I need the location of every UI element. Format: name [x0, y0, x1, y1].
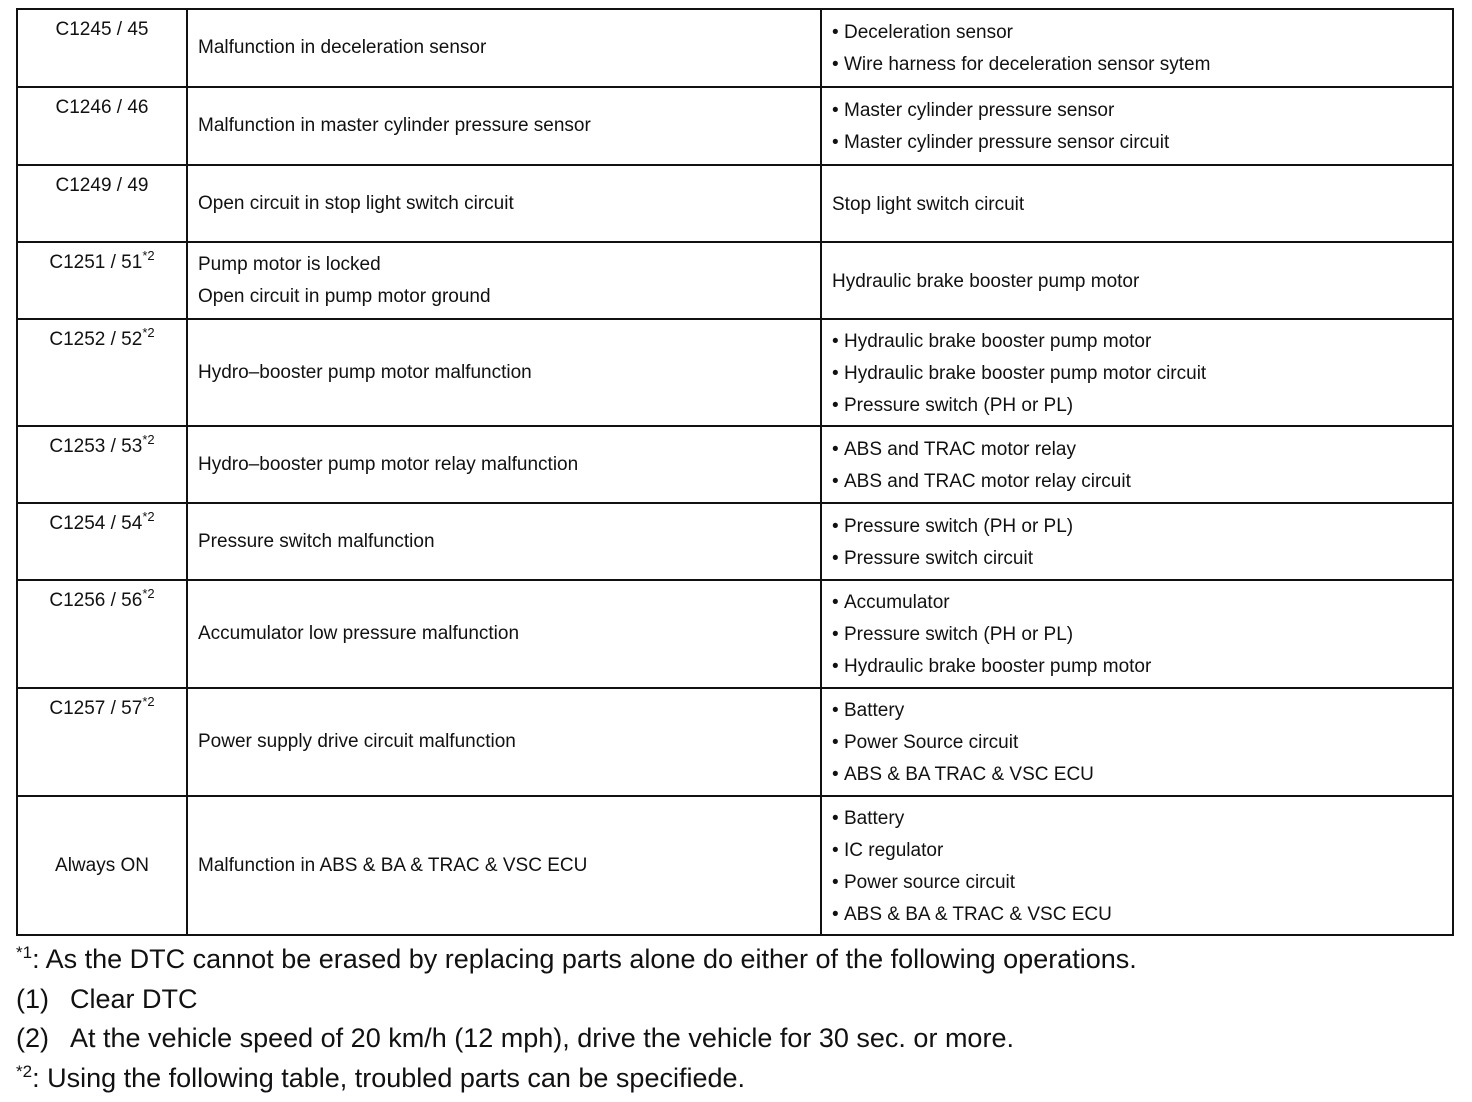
table-row	[17, 503, 1453, 580]
trouble-area-item: • Power source circuit	[832, 867, 1442, 899]
footnotes	[16, 940, 1452, 1098]
trouble-area-item: • Pressure switch (PH or PL)	[832, 390, 1442, 422]
footnote-2-marker: *2	[16, 1061, 33, 1081]
trouble-area-item: • Battery	[832, 695, 1442, 727]
table-row	[17, 796, 1453, 935]
detection-item-cell	[187, 688, 821, 796]
dtc-code-cell	[17, 165, 187, 242]
trouble-area-cell	[821, 9, 1453, 87]
dtc-code: C1249 / 49	[55, 175, 149, 196]
trouble-area-item: • Accumulator	[832, 587, 1442, 619]
table-row	[17, 9, 1453, 87]
dtc-code: C1253 / 53	[49, 436, 143, 457]
dtc-code-cell	[17, 87, 187, 165]
detection-item-cell	[187, 319, 821, 426]
detection-item-cell	[187, 580, 821, 688]
trouble-area-item: • Battery	[832, 803, 1442, 835]
table-row	[17, 242, 1453, 319]
trouble-area-item: • IC regulator	[832, 835, 1442, 867]
dtc-code: C1254 / 54	[49, 513, 143, 534]
trouble-area-item: • Deceleration sensor	[832, 17, 1442, 49]
trouble-area-item: • Master cylinder pressure sensor	[832, 95, 1442, 127]
trouble-area-cell	[821, 688, 1453, 796]
detection-item-cell	[187, 796, 821, 935]
trouble-area-cell	[821, 426, 1453, 503]
dtc-code-cell	[17, 9, 187, 87]
detection-item-cell	[187, 87, 821, 165]
dtc-code: C1256 / 56	[49, 590, 143, 611]
dtc-code-footnote-marker: *2	[142, 508, 155, 524]
footnote-step-2-text: At the vehicle speed of 20 km/h (12 mph), drive the vehicle for 30 sec. or more.	[70, 1023, 1014, 1053]
detection-item-text: Accumulator low pressure malfunction	[198, 623, 520, 644]
trouble-area-item: • Hydraulic brake booster pump motor	[832, 326, 1442, 358]
dtc-code-cell	[17, 503, 187, 580]
detection-item-cell	[187, 165, 821, 242]
dtc-code-cell	[17, 242, 187, 319]
detection-item-cell	[187, 426, 821, 503]
dtc-code: C1251 / 51	[49, 252, 143, 273]
trouble-area-item: • Power Source circuit	[832, 727, 1442, 759]
detection-item-text: Hydro–booster pump motor malfunction	[198, 361, 532, 383]
dtc-code-footnote-marker: *2	[142, 585, 155, 601]
dtc-code-cell	[17, 796, 187, 935]
footnote-1	[16, 940, 1452, 980]
dtc-code: Always ON	[55, 854, 149, 876]
footnote-step-1	[16, 980, 1452, 1020]
dtc-code-cell	[17, 688, 187, 796]
detection-item-text: Pressure switch malfunction	[198, 530, 435, 552]
dtc-code-cell	[17, 426, 187, 503]
dtc-code-footnote-marker: *2	[142, 247, 155, 263]
trouble-area-item: • Pressure switch (PH or PL)	[832, 511, 1442, 543]
dtc-table	[16, 8, 1454, 936]
detection-item-cell	[187, 9, 821, 87]
trouble-area-item: • Hydraulic brake booster pump motor circuit	[832, 358, 1442, 390]
trouble-area-cell	[821, 319, 1453, 426]
detection-item-text: Malfunction in master cylinder pressure sensor	[198, 115, 591, 136]
dtc-code-footnote-marker: *2	[142, 693, 155, 709]
table-row	[17, 426, 1453, 503]
detection-item-text: Malfunction in deceleration sensor	[198, 37, 487, 58]
detection-item-text: Open circuit in stop light switch circuit	[198, 192, 514, 214]
trouble-area-item: • ABS and TRAC motor relay	[832, 434, 1442, 466]
dtc-code: C1252 / 52	[49, 329, 143, 350]
footnote-step-2-number: (2)	[16, 1023, 49, 1053]
detection-item-text: Hydro–booster pump motor relay malfunction	[198, 453, 579, 475]
trouble-area-item: Hydraulic brake booster pump motor	[832, 270, 1140, 292]
detection-item-cell	[187, 242, 821, 319]
table-row	[17, 688, 1453, 796]
table-row	[17, 87, 1453, 165]
dtc-code-footnote-marker: *2	[142, 431, 155, 447]
dtc-code-cell	[17, 319, 187, 426]
trouble-area-item: Stop light switch circuit	[832, 193, 1025, 215]
dtc-code: C1245 / 45	[55, 19, 149, 40]
trouble-area-item: • Master cylinder pressure sensor circuit	[832, 127, 1442, 159]
footnote-1-marker: *1	[16, 943, 33, 962]
trouble-area-item: • ABS & BA & TRAC & VSC ECU	[832, 899, 1442, 931]
trouble-area-item: • Wire harness for deceleration sensor sytem	[832, 49, 1442, 81]
dtc-code: C1257 / 57	[49, 698, 143, 719]
detection-item-text: Open circuit in pump motor ground	[198, 285, 491, 307]
trouble-area-item: • ABS & BA TRAC & VSC ECU	[832, 759, 1442, 791]
detection-item-cell	[187, 503, 821, 580]
footnote-2-text: : Using the following table, troubled parts can be specifiede.	[32, 1062, 746, 1093]
table-row	[17, 580, 1453, 688]
trouble-area-cell	[821, 165, 1453, 242]
dtc-code: C1246 / 46	[55, 97, 149, 118]
trouble-area-cell	[821, 503, 1453, 580]
detection-item-text: Malfunction in ABS & BA & TRAC & VSC ECU	[198, 854, 588, 876]
trouble-area-item: • ABS and TRAC motor relay circuit	[832, 466, 1442, 498]
trouble-area-cell	[821, 580, 1453, 688]
footnote-1-text: : As the DTC cannot be erased by replacing parts alone do either of the following operations.	[32, 944, 1137, 974]
dtc-code-cell	[17, 580, 187, 688]
detection-item-text: Power supply drive circuit malfunction	[198, 731, 516, 752]
trouble-area-item: • Pressure switch (PH or PL)	[832, 619, 1442, 651]
footnote-step-2	[16, 1019, 1452, 1059]
detection-item-text: Pump motor is locked	[198, 253, 381, 275]
trouble-area-cell	[821, 242, 1453, 319]
trouble-area-item: • Hydraulic brake booster pump motor	[832, 651, 1442, 683]
trouble-area-item: • Pressure switch circuit	[832, 543, 1442, 575]
dtc-table-body	[17, 9, 1453, 935]
dtc-code-footnote-marker: *2	[142, 324, 155, 340]
footnote-2	[16, 1059, 1452, 1099]
trouble-area-cell	[821, 796, 1453, 935]
footnote-step-1-number: (1)	[16, 983, 49, 1014]
table-row	[17, 319, 1453, 426]
footnote-step-1-text: Clear DTC	[70, 983, 198, 1014]
table-row	[17, 165, 1453, 242]
trouble-area-cell	[821, 87, 1453, 165]
